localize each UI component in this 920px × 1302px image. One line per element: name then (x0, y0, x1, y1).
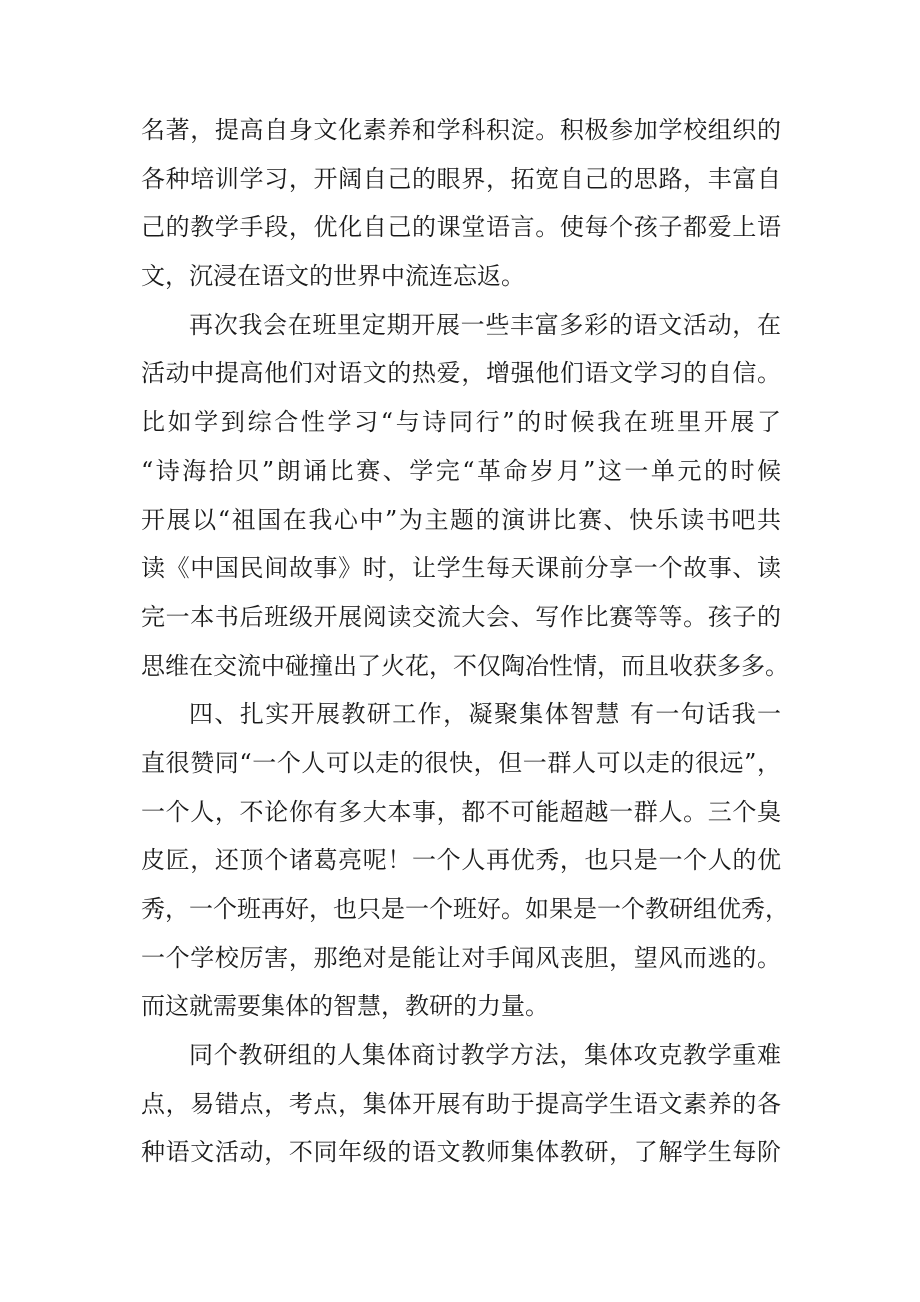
text-line: 名著，提高自身文化素养和学科积淀。积极参加学校组织的 (141, 116, 781, 144)
text-line: 再次我会在班里定期开展一些丰富多彩的语文活动，在 (189, 310, 781, 339)
text-line: 直很赞同“一个人可以走的很快，但一群人可以走的很远”， (141, 748, 781, 777)
text-line: 完一本书后班级开展阅读交流大会、写作比赛等等。孩子的 (141, 602, 781, 631)
text-line: 开展以“祖国在我心中”为主题的演讲比赛、快乐读书吧共 (141, 505, 781, 534)
text-line: 读《中国民间故事》时，让学生每天课前分享一个故事、读 (141, 554, 781, 583)
text-line: 种语文活动，不同年级的语文教师集体教研，了解学生每阶 (141, 1138, 781, 1167)
text-line: “诗海拾贝”朗诵比赛、学完“革命岁月”这一单元的时候 (141, 456, 781, 485)
text-line: 思维在交流中碰撞出了火花，不仅陶冶性情，而且收获多多。 (141, 651, 789, 680)
text-line: 己的教学手段，优化自己的课堂语言。使每个孩子都爱上语 (141, 213, 781, 242)
text-line: 四、扎实开展教研工作，凝聚集体智慧 有一句话我一 (189, 700, 781, 729)
text-line: 同个教研组的人集体商讨教学方法，集体攻克教学重难 (189, 1041, 781, 1070)
text-line: 一个人，不论你有多大本事，都不可能超越一群人。三个臭 (141, 797, 781, 826)
text-line: 皮匠，还顶个诸葛亮呢！一个人再优秀，也只是一个人的优 (141, 846, 781, 875)
text-line: 点，易错点，考点，集体开展有助于提高学生语文素养的各 (141, 1089, 781, 1118)
text-line: 文，沉浸在语文的世界中流连忘返。 (141, 262, 525, 291)
text-line: 各种培训学习，开阔自己的眼界，拓宽自己的思路，丰富自 (141, 164, 781, 193)
text-line: 活动中提高他们对语文的热爱，增强他们语文学习的自信。 (141, 359, 781, 388)
text-line: 而这就需要集体的智慧，教研的力量。 (141, 992, 549, 1021)
text-line: 一个学校厉害，那绝对是能让对手闻风丧胆，望风而逃的。 (141, 943, 781, 972)
text-line: 秀，一个班再好，也只是一个班好。如果是一个教研组优秀， (141, 895, 789, 923)
body-text (141, 106, 789, 1177)
text-line: 比如学到综合性学习“与诗同行”的时候我在班里开展了 (141, 408, 781, 437)
